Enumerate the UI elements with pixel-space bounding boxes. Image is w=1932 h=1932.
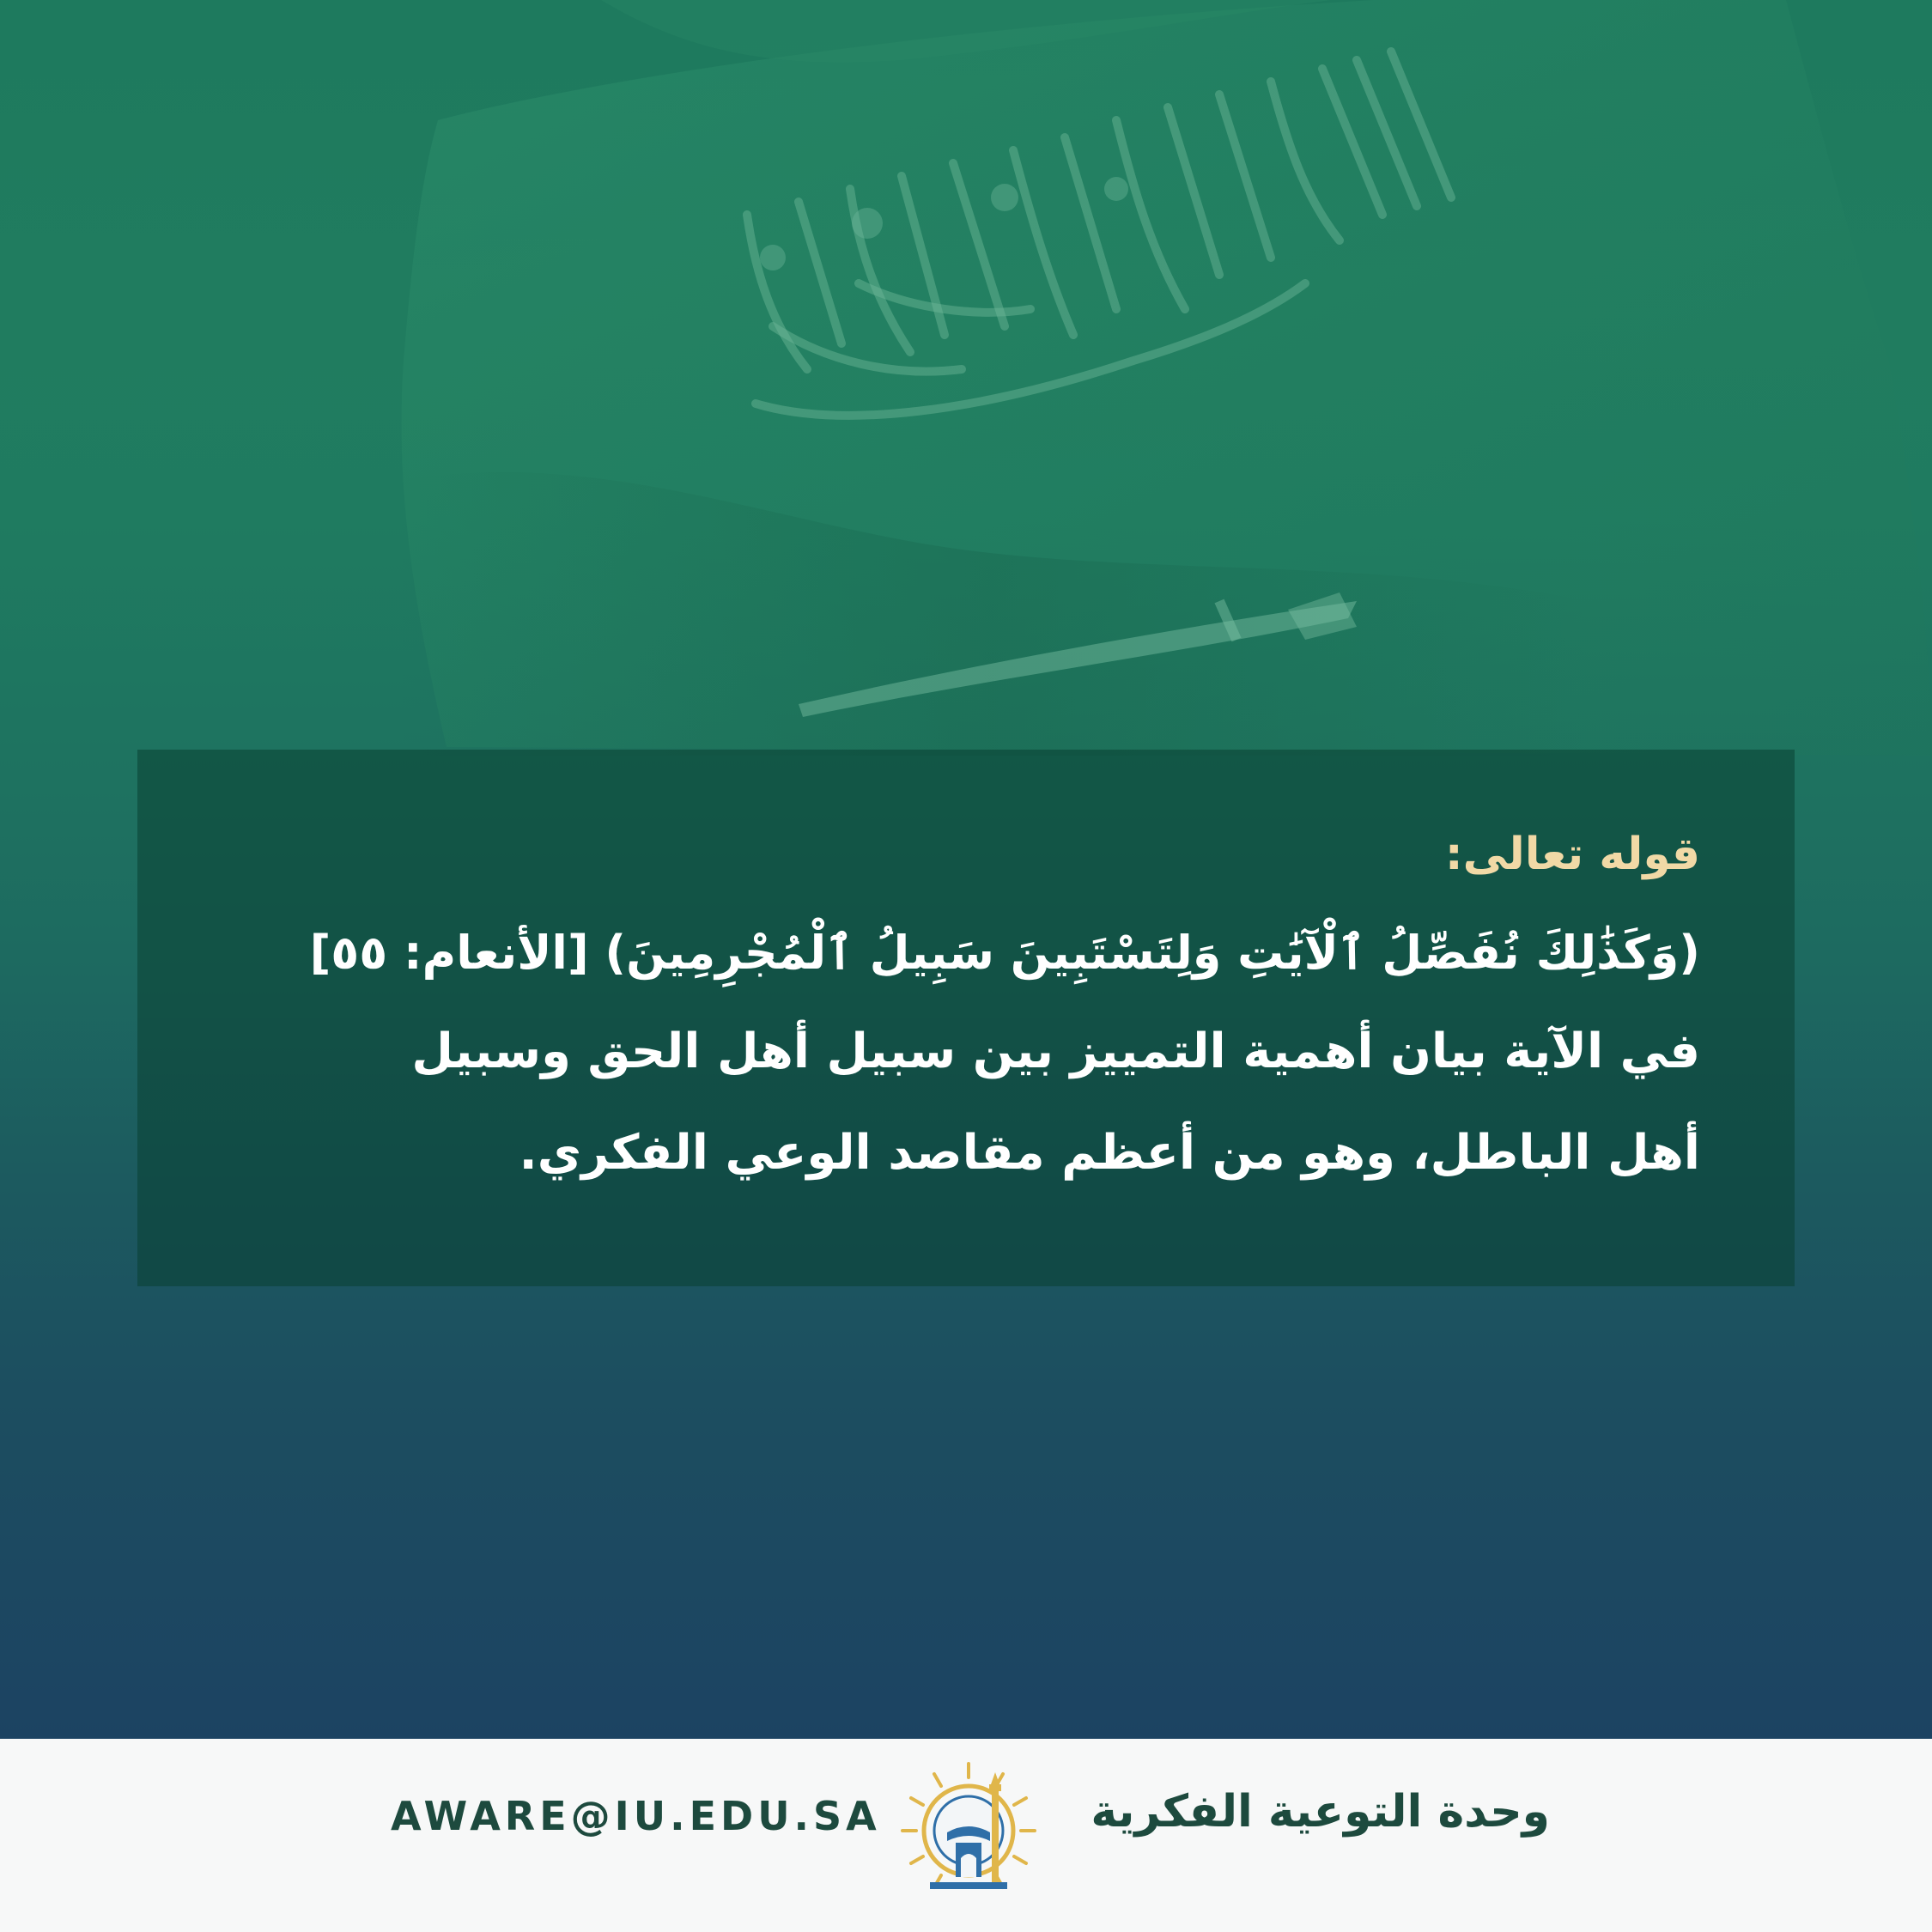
- verse-intro: قوله تعالى:: [1444, 829, 1700, 880]
- university-logo: [896, 1753, 1042, 1917]
- quran-verse: (وَكَذَٰلِكَ نُفَصِّلُ ٱلْآيَٰتِ وَلِتَسْتَبِينَ سَبِيلُ ٱلْمُجْرِمِينَ) [الأنعام: ٥٥]: [309, 926, 1700, 980]
- body-line-1: في الآية بيان أهمية التمييز بين سبيل أهل الحق وسبيل: [411, 1024, 1700, 1079]
- unit-name: وحدة التوعية الفكرية: [1091, 1786, 1550, 1838]
- saudi-flag-image: [0, 0, 1932, 773]
- body-line-2: أهل الباطل، وهو من أعظم مقاصد الوعي الفكري.: [519, 1125, 1700, 1181]
- post-text: [232, 816, 1700, 1204]
- contact-email[interactable]: AWARE@IU.EDU.SA: [391, 1793, 881, 1839]
